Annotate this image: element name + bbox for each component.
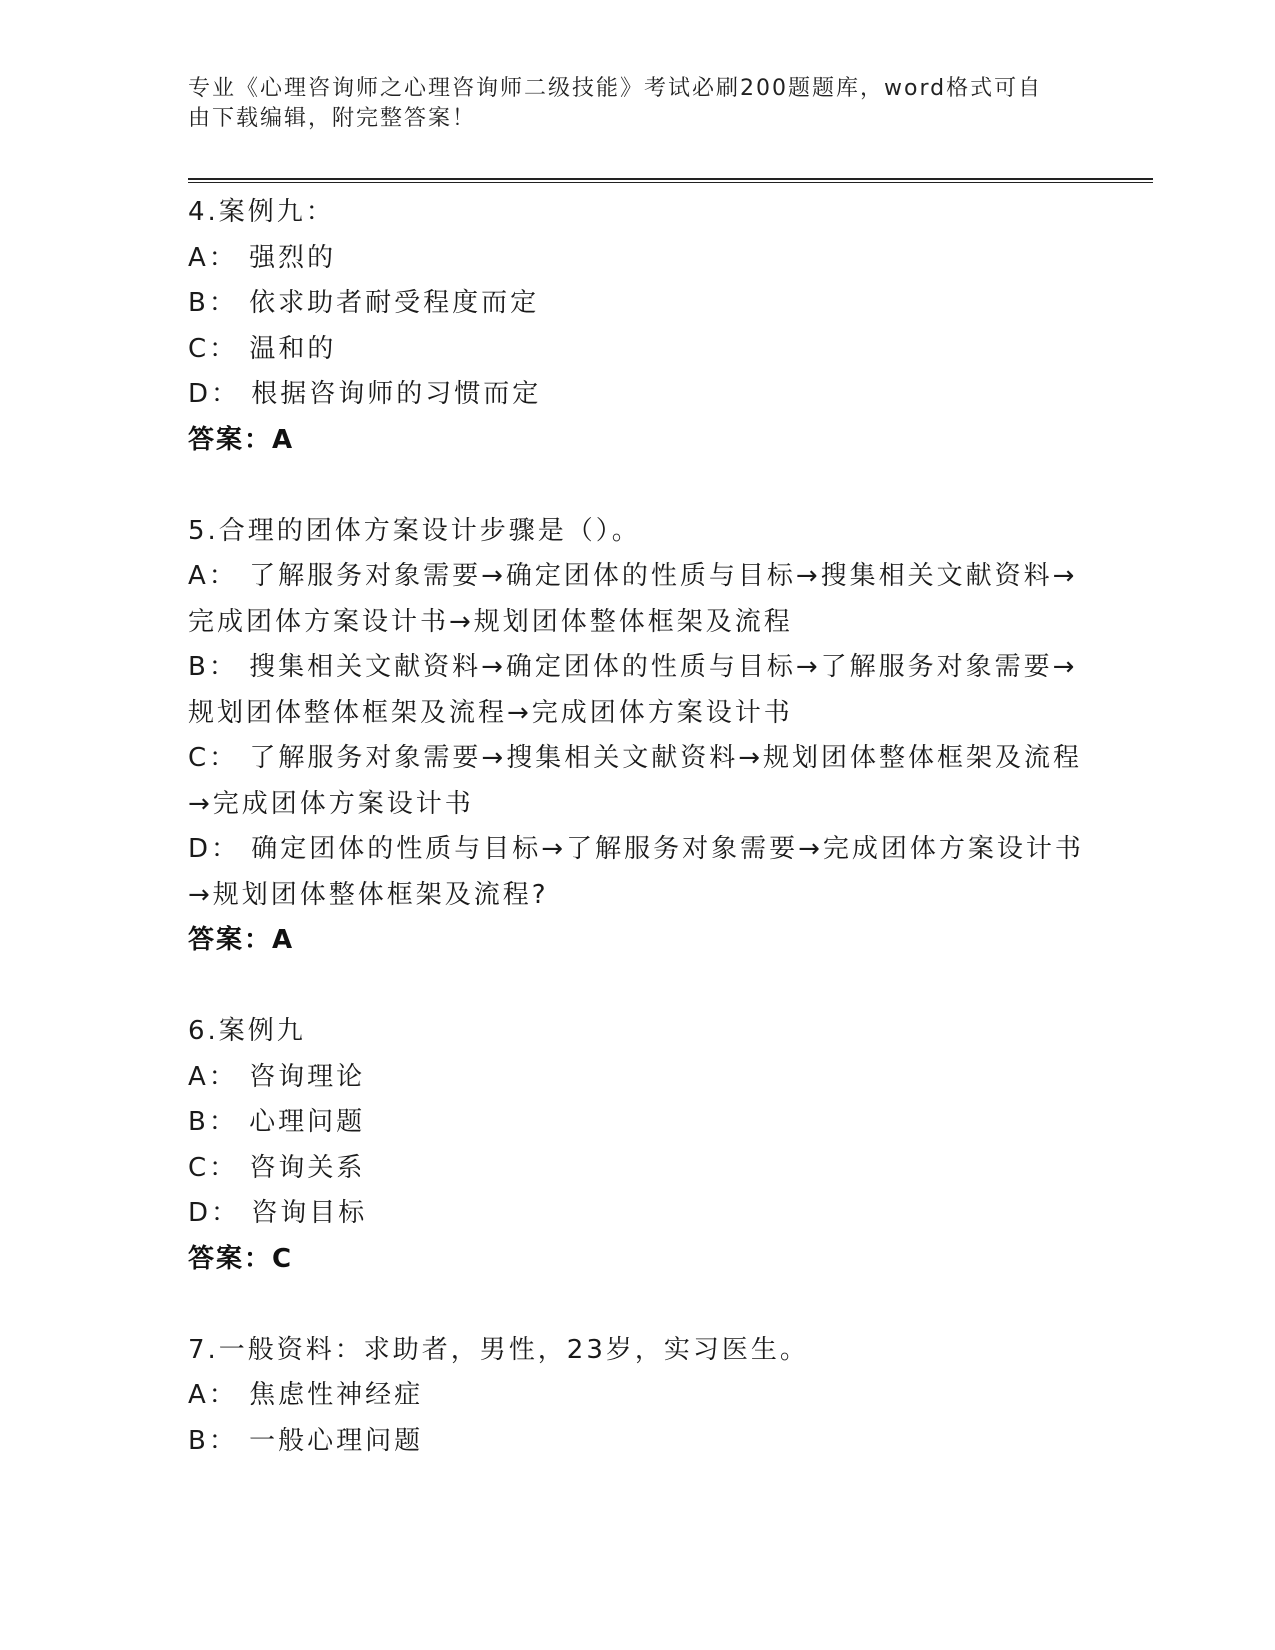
option-text: 心理问题	[249, 1107, 366, 1137]
question-spacer	[188, 463, 1088, 509]
option-label: D：	[188, 379, 241, 409]
option-label: A：	[188, 242, 238, 273]
option-text: 完成团体方案设计书→规划团体整体框架及流程	[188, 606, 793, 637]
option-text: 焦虑性神经症	[249, 1380, 424, 1410]
option-text: →规划团体整体框架及流程?	[188, 879, 549, 910]
option-line	[188, 736, 1088, 782]
option-text: 规划团体整体框架及流程→完成团体方案设计书	[188, 697, 793, 728]
option-line	[188, 236, 1088, 282]
option-line	[188, 600, 1088, 646]
question-stem: 4.案例九：	[188, 197, 335, 227]
option-label: D：	[188, 1198, 241, 1228]
option-line	[188, 782, 1088, 828]
option-text: 确定团体的性质与目标→了解服务对象需要→完成团体方案设计书	[251, 834, 1084, 864]
answer-line: 答案：A	[188, 925, 295, 955]
header-line-1: 专业《心理咨询师之心理咨询师二级技能》考试必刷200题题库，word格式可自	[188, 76, 1043, 101]
option-line	[188, 873, 1088, 919]
question-stem: 7.一般资料：求助者，男性，23岁，实习医生。	[188, 1334, 809, 1365]
option-line	[188, 1146, 1088, 1192]
option-label: A：	[188, 561, 238, 591]
question-list	[188, 190, 1088, 1464]
option-label: C：	[188, 1152, 239, 1183]
question-block	[188, 1328, 1088, 1465]
option-line	[188, 1191, 1088, 1237]
option-text: 了解服务对象需要→搜集相关文献资料→规划团体整体框架及流程	[249, 743, 1082, 773]
option-line	[188, 1100, 1088, 1146]
option-text: 咨询目标	[251, 1198, 368, 1228]
option-line	[188, 372, 1088, 418]
option-text: 搜集相关文献资料→确定团体的性质与目标→了解服务对象需要→	[249, 652, 1078, 682]
question-spacer	[188, 1282, 1088, 1328]
option-line	[188, 691, 1088, 737]
option-text: 咨询理论	[249, 1061, 366, 1092]
answer-line: 答案：A	[188, 424, 295, 455]
option-text: 依求助者耐受程度而定	[249, 288, 540, 318]
option-text: 强烈的	[249, 242, 337, 273]
question-block	[188, 509, 1088, 1010]
question-block	[188, 1009, 1088, 1328]
option-line	[188, 645, 1088, 691]
option-label: B：	[188, 1107, 238, 1137]
option-line	[188, 1055, 1088, 1101]
option-text: 温和的	[249, 333, 337, 364]
document-header	[188, 74, 1088, 134]
option-text: →完成团体方案设计书	[188, 788, 474, 819]
question-stem: 6.案例九	[188, 1016, 306, 1046]
option-label: B：	[188, 1425, 238, 1456]
option-label: C：	[188, 743, 239, 773]
option-label: D：	[188, 834, 241, 864]
option-text: 了解服务对象需要→确定团体的性质与目标→搜集相关文献资料→	[249, 561, 1078, 591]
option-line	[188, 281, 1088, 327]
option-line	[188, 1419, 1088, 1465]
option-label: B：	[188, 288, 238, 318]
header-divider	[188, 178, 1153, 183]
question-block	[188, 190, 1088, 509]
option-text: 咨询关系	[249, 1152, 366, 1183]
option-line	[188, 554, 1088, 600]
header-line-2: 由下载编辑，附完整答案！	[188, 106, 477, 131]
option-label: A：	[188, 1061, 238, 1092]
option-label: A：	[188, 1380, 238, 1410]
option-line	[188, 327, 1088, 373]
option-text: 一般心理问题	[249, 1425, 424, 1456]
option-label: C：	[188, 333, 239, 364]
option-label: B：	[188, 652, 238, 682]
option-line	[188, 827, 1088, 873]
option-line	[188, 1373, 1088, 1419]
option-text: 根据咨询师的习惯而定	[251, 379, 542, 409]
question-stem: 5.合理的团体方案设计步骤是（）。	[188, 515, 641, 546]
question-spacer	[188, 964, 1088, 1010]
answer-line: 答案：C	[188, 1243, 294, 1274]
